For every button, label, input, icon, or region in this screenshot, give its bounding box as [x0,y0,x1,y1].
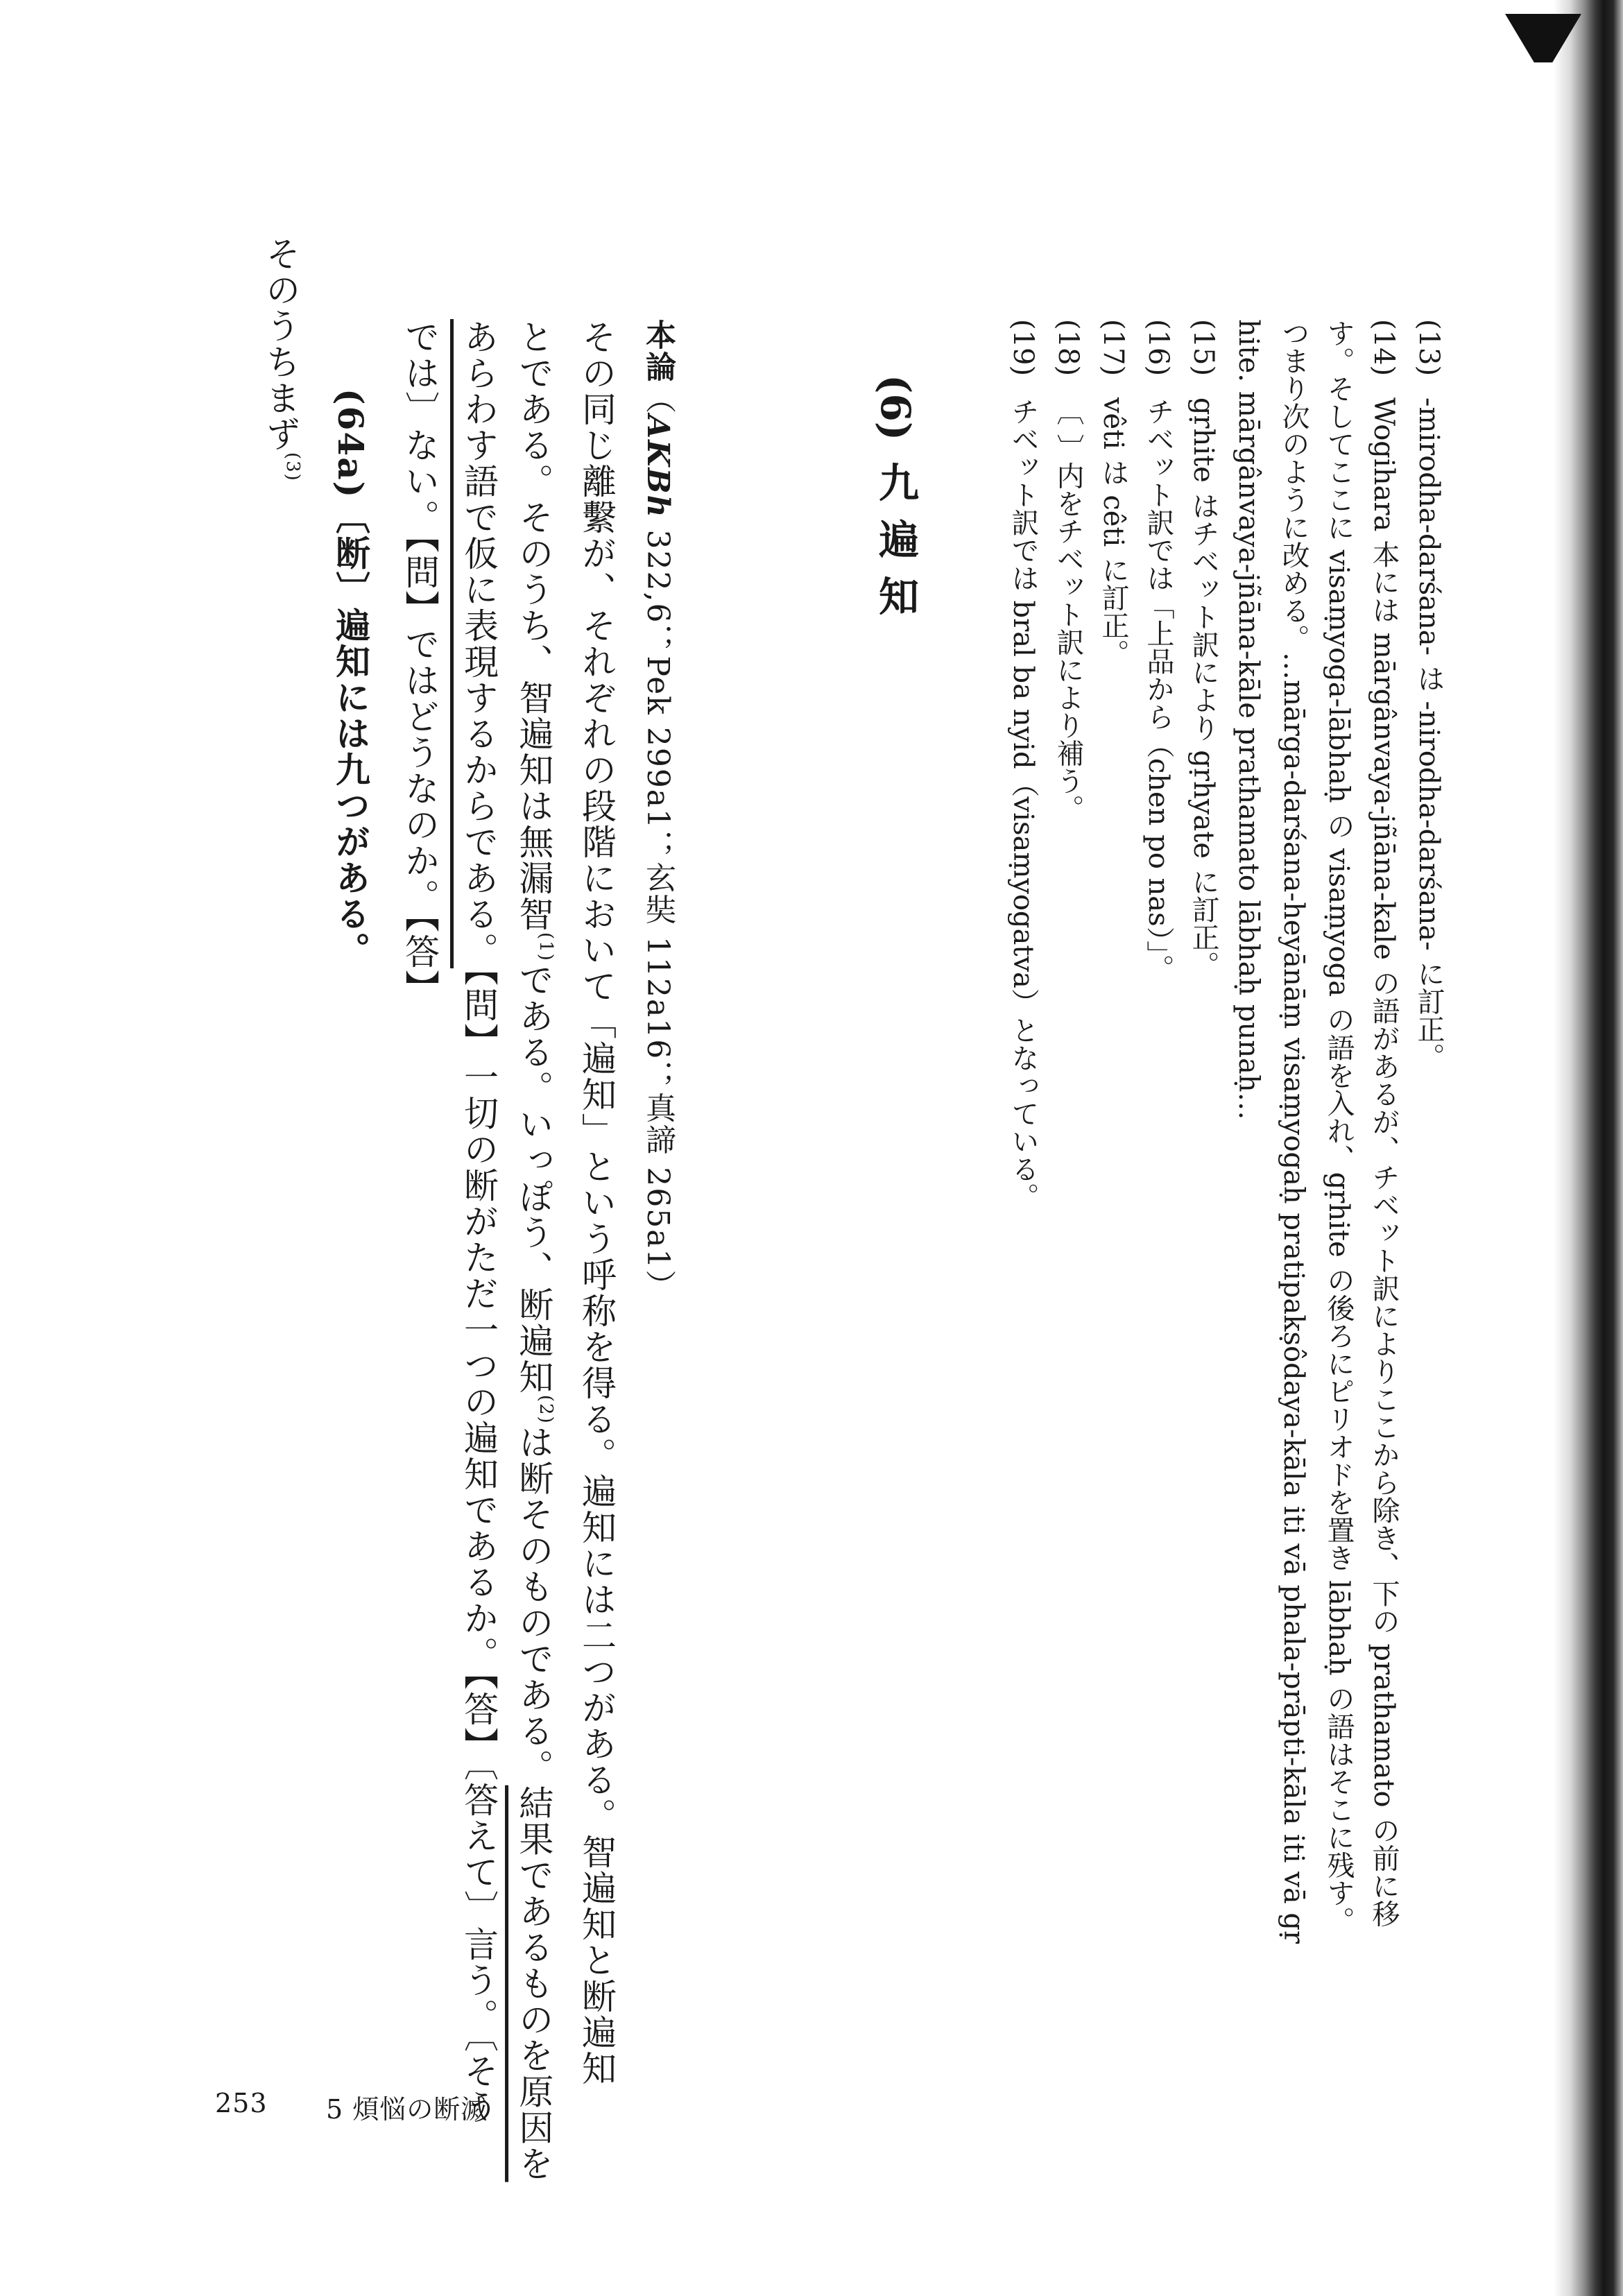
note-16 [1144,319,1172,982]
underlined-text: 結果であるものを原因を [513,1785,554,2182]
source-label: 本論 [640,319,676,383]
main-text: では〕ない。【問】ではどうなのか。【答】 [400,319,440,1006]
footnote-ref-3: (3) [282,452,303,482]
footnote-ref-1: (1) [535,932,556,962]
note-14-cont-2 [1280,319,1307,1944]
note-text: gṛhite はチベット訳により gṛhyate に訂正。 [1187,397,1219,979]
main-line-6 [260,236,303,482]
note-number: (13) [1413,319,1445,377]
main-text: は断そのものである。 [513,1424,554,1785]
source-reference [640,319,676,1302]
underlined-text: あらわす語で仮に表現するからである。 [458,319,499,968]
note-19 [1009,319,1037,1210]
main-line-4 [400,319,440,1006]
note-15 [1187,319,1219,979]
source-refs: 322,6；Pek 299a1；玄奘 112a16；真諦 265a1） [640,518,676,1302]
note-18 [1054,319,1082,823]
main-text: 【問】一切の断がただ一つの遍知であるか。【答】〔答えて〕言う。〔そう [458,968,499,2125]
note-14-cont-3 [1235,319,1262,1120]
note-text: hite. mārgânvaya-jñāna-kāle prathamato lābhaḥ punaḥ… [1233,319,1264,1120]
note-text: チベット訳では「上品から（chen po nas）」。 [1142,397,1174,982]
page-binding-edge [1484,0,1623,2296]
note-number: (14) [1368,319,1400,377]
main-line-3 [458,319,499,2125]
note-text: -mirodha-darśana- は -nirodha-darśana- に訂正。 [1413,397,1445,1071]
footnote-ref-2: (2) [535,1394,556,1425]
main-text: である。いっぽう、断遍知 [513,961,554,1395]
main-line-1 [576,319,617,2087]
note-text: す。そしてここに visaṃyoga-lābhaḥ の visaṃyoga の語を入れ、gṛhite の後ろにピリオドを置き lābhaḥ の語はそこに残す。 [1323,319,1355,1935]
source-open-paren: （ [640,383,676,415]
note-14 [1370,319,1398,1927]
main-text: とである。そのうち、智遍知は無漏智 [513,319,554,932]
section-number: (6) [872,375,919,441]
note-13 [1415,319,1443,1070]
note-number: (16) [1142,319,1174,377]
main-line-2 [513,319,556,2182]
verse-64a [330,388,371,968]
note-17 [1099,319,1127,667]
note-text: vêti は cêti に訂正。 [1097,397,1129,667]
note-14-cont-1 [1323,319,1355,1935]
note-text: つまり次のように改める。…mārga-darśana-heyānāṃ visaṃyogaḥ pratipakṣôdaya-kāla iti vā phala-prāpti-kāla iti vā gṛ [1278,319,1309,1944]
verse-text: 〔断〕遍知には九つがある。 [330,499,371,968]
section-heading [872,375,919,633]
chapter-title: 5 煩悩の断滅 [326,2094,488,2125]
main-text: そのうちまず [260,236,301,452]
note-number: (17) [1097,319,1129,377]
main-text: その同じ離繫が、それぞれの段階において「遍知」という呼称を得る。遍知には二つがある。智遍知と断遍知 [576,319,617,2087]
note-text: 〔 〕内をチベット訳により補う。 [1052,397,1084,823]
page-number: 253 [215,2088,268,2118]
source-work: AKBh [640,415,676,519]
note-text: Wogihara 本には mārgânvaya-jñāna-kale の語があるが、チベット訳によりここから除き、下の prathamato の前に移 [1368,397,1400,1928]
section-title: 九遍知 [872,461,919,633]
note-number: (19) [1007,319,1039,377]
verse-number: (64a) [330,388,371,499]
note-number: (18) [1052,319,1084,377]
note-number: (15) [1187,319,1219,377]
note-text: チベット訳では bral ba nyid（visaṃyogatva）となっている。 [1007,397,1039,1210]
